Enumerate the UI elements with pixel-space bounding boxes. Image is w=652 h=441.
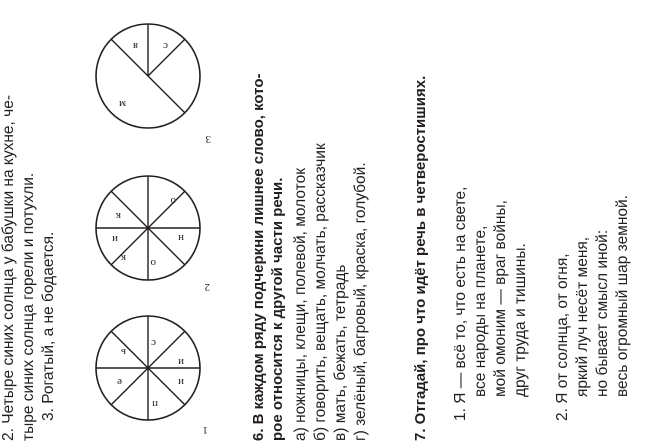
riddle-2-line2: тыре синих солнца горели и потухли. <box>20 172 37 441</box>
wheel-1-letter: с <box>151 337 156 349</box>
wheel-2 <box>96 176 210 293</box>
poem1-line: друг труда и тишины. <box>512 243 529 397</box>
wheel-1-letter: п <box>152 398 158 410</box>
wheel-1-letter: ь <box>120 346 126 358</box>
poem2-line: яркий луч несёт меня, <box>574 236 591 397</box>
riddle-3: 3. Рогатый, а не бодается. <box>40 231 57 421</box>
task6-title-line1: 6. В каждом ряду подчеркни лишнее слово, кото- <box>250 73 267 441</box>
wheel-3-letter: м <box>119 98 126 110</box>
poem1-line: мой омоним — враг войны, <box>492 200 509 397</box>
wheel-1-letter: и <box>178 376 184 388</box>
wheel-3-number: 3 <box>205 133 211 145</box>
poem2-line: но бывает смысл иной: <box>594 229 611 397</box>
task6-item: г) зелёный, багровый, краска, голубой. <box>352 162 369 441</box>
wheel-3-letter: с <box>163 40 168 52</box>
wheel-2-letter: о <box>150 257 156 269</box>
wheel-2-number: 2 <box>204 281 210 293</box>
task7-title: 7. Отгадай, про что идёт речь в четверостишиях. <box>412 75 429 441</box>
poem1-line: 1. Я — всё то, что есть на свете, <box>452 186 469 421</box>
wheel-3-letter: я <box>132 40 138 52</box>
task6-item: а) ножницы, клещи, полевой, молоток <box>292 167 309 441</box>
wheel-2-letter: о <box>170 195 176 207</box>
wheel-2-letter: к <box>120 252 126 264</box>
wheel-3 <box>96 24 211 145</box>
wheel-2-letter: н <box>178 232 184 244</box>
wheel-1-number: 1 <box>202 424 208 436</box>
poem2-line: весь огромный шар земной. <box>614 195 631 397</box>
wheel-1-letter: и <box>178 356 184 368</box>
letter-wheels <box>86 0 236 441</box>
wheel-2-letter: и <box>112 233 118 245</box>
wheel-1 <box>96 316 208 436</box>
task6-title-line2: рое относится к другой части речи. <box>269 177 286 441</box>
task6-item: б) говорить, вещать, молчать, рассказчик <box>312 143 329 441</box>
task6-item: в) мать, бежать, тетрадь <box>332 264 349 441</box>
poem1-line: все народы на планете, <box>472 225 489 397</box>
riddle-2-line1: 2. Четыре синих солнца у бабушки на кухне, че- <box>0 94 17 441</box>
poem2-line: 2. Я от солнца, от огня, <box>554 253 571 421</box>
wheel-1-letter: е <box>117 376 122 388</box>
wheel-2-letter: к <box>115 210 121 222</box>
